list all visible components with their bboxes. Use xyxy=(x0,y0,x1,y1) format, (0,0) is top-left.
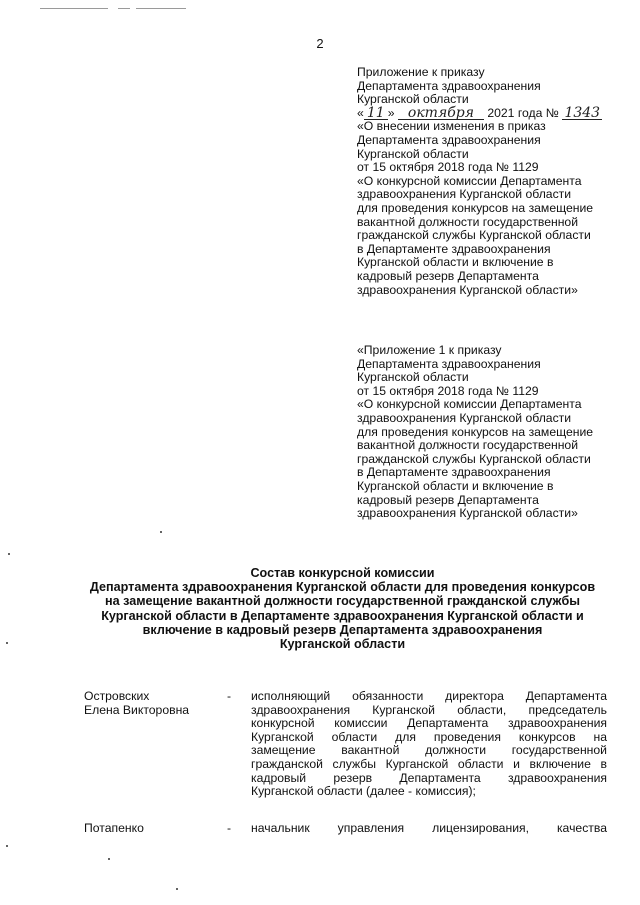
appendix-line: Приложение к приказу xyxy=(357,65,485,79)
appendix-line: гражданской службы Курганской области xyxy=(357,228,591,243)
appendix-line: вакантной должности государственной xyxy=(357,214,579,229)
document-title xyxy=(60,566,625,651)
member-description-line: кадровый резерв Департамента здравоохранения xyxy=(251,770,607,785)
scan-speck xyxy=(8,553,10,555)
appendix-line: Департамента здравоохранения xyxy=(357,356,541,371)
appendix-line: Департамента здравоохранения xyxy=(357,132,541,147)
member-description-line: замещение вакантной должности государственной xyxy=(251,743,607,758)
scan-artifact-line xyxy=(40,8,108,9)
appendix-line: Курганской области xyxy=(357,370,469,385)
scan-speck xyxy=(6,845,8,847)
appendix-line: гражданской службы Курганской области xyxy=(357,451,591,466)
member-name-line: Потапенко xyxy=(84,821,144,835)
member-description-line: Курганской области (далее - комиссия); xyxy=(251,784,476,799)
scan-speck xyxy=(6,642,8,644)
member-description-line: начальник управления лицензирования, качества xyxy=(251,821,607,835)
appendix-line: Курганской области и включение в xyxy=(357,255,554,270)
appendix-line: кадровый резерв Департамента xyxy=(357,268,539,283)
member-description-line: гражданской службы Курганской области и включение в xyxy=(251,756,607,771)
appendix-line: от 15 октября 2018 года № 1129 xyxy=(357,160,539,175)
member-dash: - xyxy=(227,821,232,835)
member-description xyxy=(251,822,607,836)
appendix-line: Курганской области xyxy=(357,92,469,107)
appendix-line: здравоохранения Курганской области xyxy=(357,187,572,202)
close-quote: » xyxy=(387,105,395,120)
order-year-text: 2021 года № xyxy=(487,105,559,120)
handwritten-day: 11 xyxy=(364,107,388,120)
appendix-line: в Департаменте здравоохранения xyxy=(357,465,551,480)
member-description-line: конкурсной комиссии Департамента здравоохранения xyxy=(251,716,607,731)
appendix-line: здравоохранения Курганской области» xyxy=(357,506,578,521)
handwritten-month: октября xyxy=(398,107,484,120)
order-date-line xyxy=(357,104,622,121)
title-line: включение в кадровый резерв Департамента здравоохранения xyxy=(142,622,543,637)
title-line: Состав конкурсной комиссии xyxy=(250,566,435,580)
appendix-line: для проведения конкурсов на замещение xyxy=(357,200,594,215)
appendix-line: Курганской области xyxy=(357,146,469,161)
title-line: Департамента здравоохранения Курганской области для проведения конкурсов xyxy=(89,580,596,595)
title-line: Курганской области xyxy=(279,637,406,652)
page-number: 2 xyxy=(316,36,324,51)
appendix-one-block xyxy=(357,344,622,521)
open-quote: « xyxy=(357,105,364,120)
appendix-header-block xyxy=(357,66,622,297)
appendix-line: «О внесении изменения в приказ xyxy=(357,119,546,134)
appendix-line: для проведения конкурсов на замещение xyxy=(357,424,594,439)
member-description-line: здравоохранения Курганской области, председатель xyxy=(251,702,607,717)
appendix-line: здравоохранения Курганской области» xyxy=(357,282,578,297)
member-name xyxy=(84,690,224,717)
appendix-line: Курганской области и включение в xyxy=(357,478,554,493)
member-name xyxy=(84,822,224,836)
appendix-line: Департамента здравоохранения xyxy=(357,78,541,93)
appendix-line: «Приложение 1 к приказу xyxy=(357,343,502,357)
member-description-line: Курганской области для проведения конкурсов на xyxy=(251,729,607,744)
scan-speck xyxy=(176,888,178,890)
appendix-line: от 15 октября 2018 года № 1129 xyxy=(357,383,539,398)
scan-speck xyxy=(108,858,110,860)
member-description-line: исполняющий обязанности директора Департамента xyxy=(251,689,607,703)
scan-artifact-line xyxy=(136,8,186,9)
handwritten-order-number: 1343 xyxy=(562,107,602,120)
title-line: на замещение вакантной должности государственной гражданской службы xyxy=(105,594,580,609)
member-description xyxy=(251,690,607,799)
appendix-line: вакантной должности государственной xyxy=(357,438,579,453)
title-line: Курганской области в Департаменте здравоохранения Курганской области и xyxy=(101,608,584,623)
scan-speck xyxy=(160,531,162,533)
member-name-line: Елена Викторовна xyxy=(84,702,190,717)
member-name-line: Островских xyxy=(84,689,150,703)
scan-artifact-line xyxy=(118,8,130,9)
appendix-line: «О конкурсной комиссии Департамента xyxy=(357,173,582,188)
appendix-line: «О конкурсной комиссии Департамента xyxy=(357,397,582,412)
appendix-line: в Департаменте здравоохранения xyxy=(357,241,551,256)
member-dash: - xyxy=(227,689,232,703)
appendix-line: здравоохранения Курганской области xyxy=(357,410,572,425)
appendix-line: кадровый резерв Департамента xyxy=(357,492,539,507)
